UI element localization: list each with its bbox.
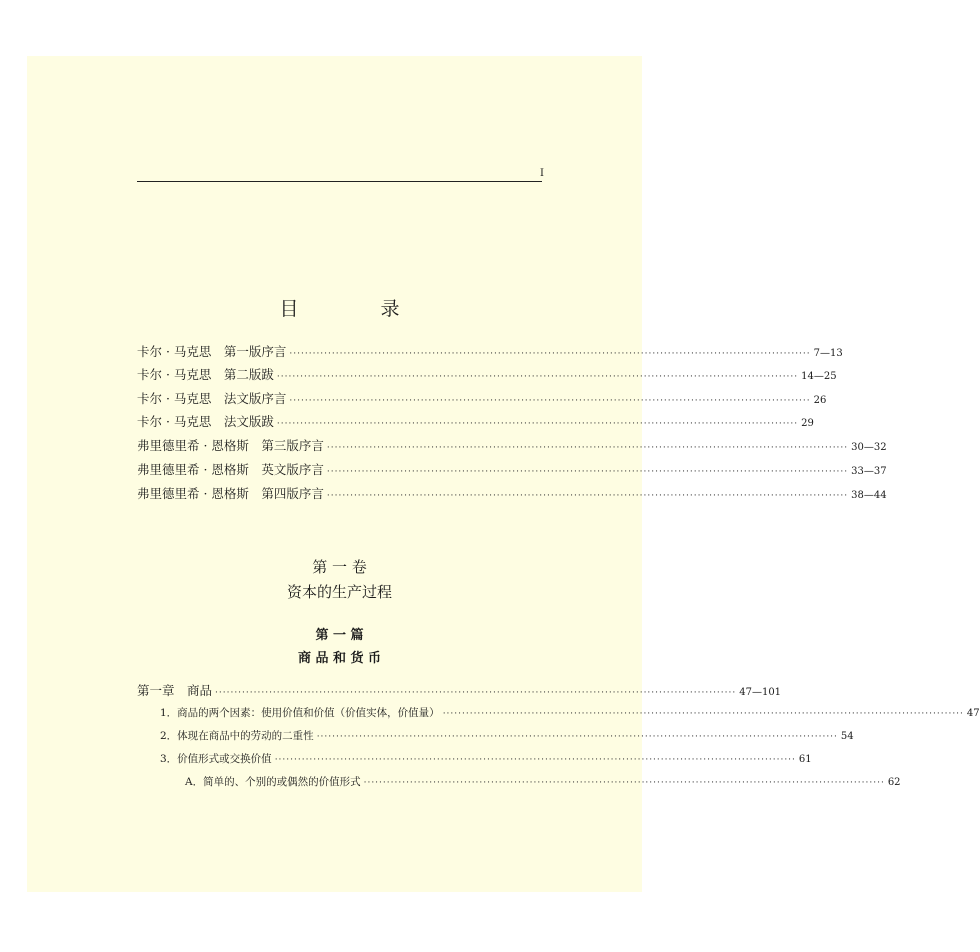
toc-entry-pages: 7—13 xyxy=(813,348,843,359)
part-title: 商 品 和 货 币 xyxy=(297,651,382,666)
leader-dots: ······································································································································· xyxy=(215,688,737,698)
toc-entry-section-2[interactable] xyxy=(160,728,854,748)
leader-dots: ······································································································································· xyxy=(363,778,885,788)
toc-entry-pages: 14—25 xyxy=(801,371,837,382)
toc-entry-pages: 54 xyxy=(840,731,854,742)
leader-dots: ······································································································································· xyxy=(289,349,811,359)
leader-dots: ······································································································································· xyxy=(316,732,838,742)
toc-entry-label: 卡尔 · 马克思 法文版序言 xyxy=(137,391,287,406)
page-number: I xyxy=(540,168,544,179)
leader-dots: ······································································································································· xyxy=(442,709,964,719)
toc-entry-preface-7[interactable] xyxy=(137,484,887,504)
leader-dots: ······································································································································· xyxy=(276,419,799,429)
toc-entry-pages: 47 xyxy=(966,708,980,719)
toc-entry-section-1[interactable] xyxy=(160,705,980,725)
leader-dots: ······································································································································· xyxy=(276,372,799,382)
toc-entry-pages: 47—101 xyxy=(739,687,782,698)
toc-entry-pages: 33—37 xyxy=(851,466,887,477)
toc-entry-label: 弗里德里希 · 恩格斯 第四版序言 xyxy=(137,486,324,501)
toc-entry-section-3[interactable] xyxy=(160,751,812,771)
toc-entry-label: 1．商品的两个因素：使用价值和价值（价值实体，价值量） xyxy=(160,707,440,719)
toc-entry-preface-2[interactable] xyxy=(137,365,837,385)
toc-entry-preface-5[interactable] xyxy=(137,436,887,456)
toc-entry-label: 卡尔 · 马克思 第二版跋 xyxy=(137,367,274,382)
part-number: 第 一 篇 xyxy=(315,628,364,643)
toc-entry-preface-4[interactable] xyxy=(137,412,814,432)
toc-entry-subsection-a[interactable] xyxy=(185,774,901,794)
leader-dots: ······································································································································· xyxy=(326,467,849,477)
toc-entry-pages: 38—44 xyxy=(851,490,887,501)
toc-entry-label: 卡尔 · 马克思 第一版序言 xyxy=(137,344,287,359)
toc-entry-pages: 61 xyxy=(798,754,812,765)
leader-dots: ······································································································································· xyxy=(326,443,849,453)
toc-entry-pages: 29 xyxy=(801,418,814,429)
leader-dots: ······································································································································· xyxy=(289,396,811,406)
toc-entry-pages: 30—32 xyxy=(851,442,887,453)
toc-entry-label: 3．价值形式或交换价值 xyxy=(160,753,272,765)
toc-entry-preface-3[interactable] xyxy=(137,389,827,409)
toc-entry-label: 弗里德里希 · 恩格斯 第三版序言 xyxy=(137,438,324,453)
toc-entry-label: 第一章 商品 xyxy=(137,683,213,698)
volume-number: 第 一 卷 xyxy=(312,558,367,576)
page-title: 目 录 xyxy=(279,298,438,320)
toc-entry-label: 弗里德里希 · 恩格斯 英文版序言 xyxy=(137,462,324,477)
toc-entry-label: 2．体现在商品中的劳动的二重性 xyxy=(160,730,314,742)
toc-entry-preface-6[interactable] xyxy=(137,460,887,480)
toc-entry-label: 卡尔 · 马克思 法文版跋 xyxy=(137,414,274,429)
volume-title: 资本的生产过程 xyxy=(286,583,392,601)
toc-entry-preface-1[interactable] xyxy=(137,342,843,362)
leader-dots: ······································································································································· xyxy=(326,491,849,501)
leader-dots: ······································································································································· xyxy=(274,755,796,765)
toc-entry-pages: 26 xyxy=(813,395,827,406)
toc-entry-pages: 62 xyxy=(887,777,901,788)
toc-entry-label: A．简单的、个别的或偶然的价值形式 xyxy=(185,776,361,788)
toc-entry-chapter-1[interactable] xyxy=(137,681,782,701)
header-rule xyxy=(137,181,542,182)
book-page xyxy=(27,56,980,892)
